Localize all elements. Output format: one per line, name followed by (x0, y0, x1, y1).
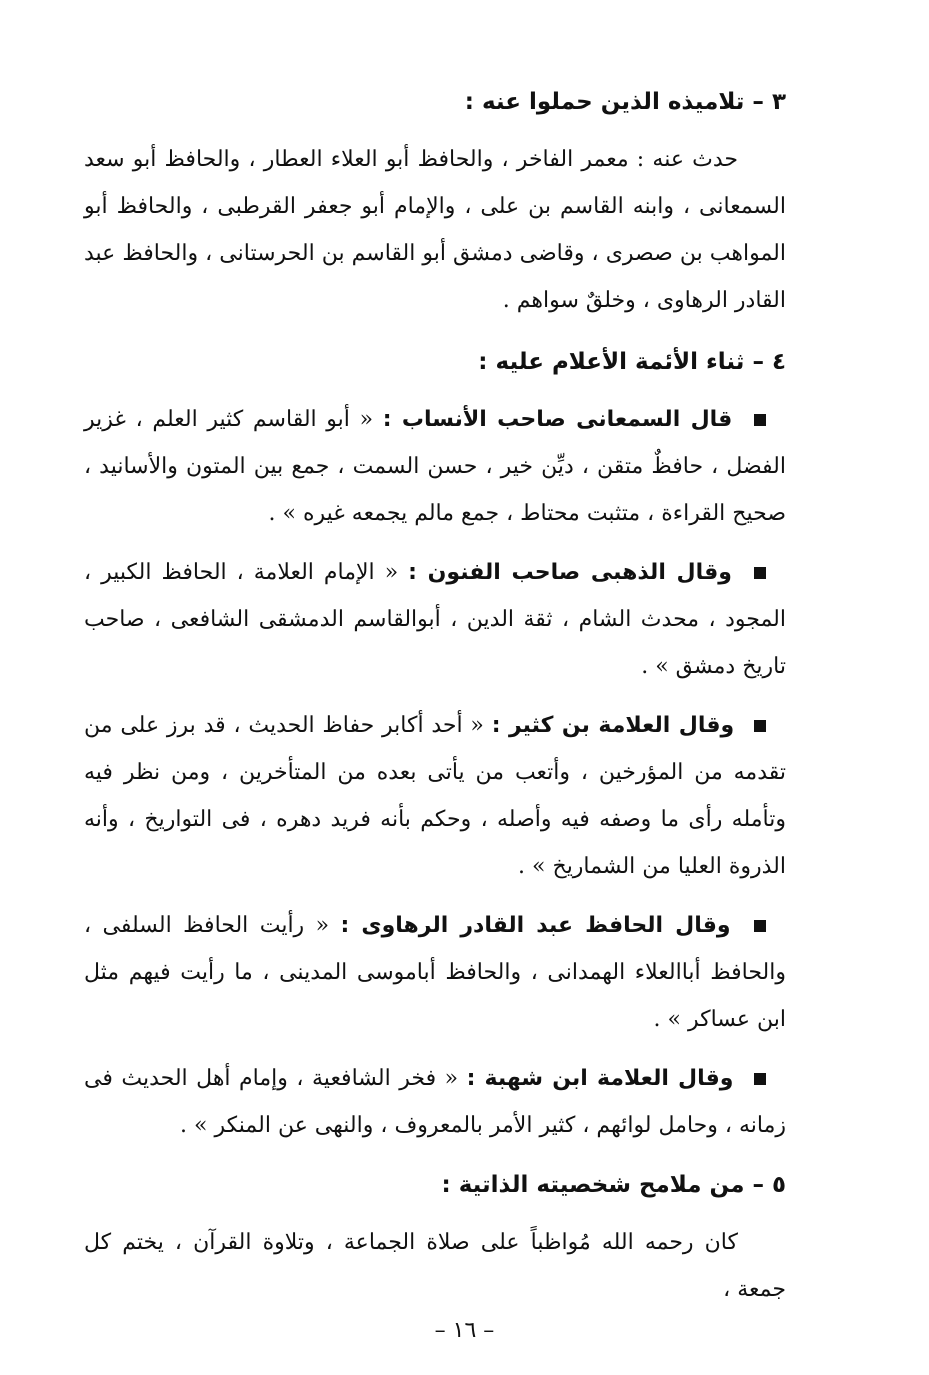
bullet-square-icon (754, 414, 766, 426)
page-number: – ١٦ – (434, 1318, 495, 1343)
quote-text: « أبو القاسم كثير العلم ، غزير الفضل ، حافظٌ متقن ، ديِّن خير ، حسن السمت ، جمع بين المتون والأسانيد ، صحيح القراءة ، متثبت محتاط ، جمع مالم يجمعه غيره » . (84, 407, 786, 526)
quote-lead: وقال العلامة ابن شهبة : (466, 1066, 734, 1091)
bullet-square-icon (754, 567, 766, 579)
quote-dhahabi (84, 549, 786, 690)
bullet-square-icon (754, 720, 766, 732)
page-body (84, 78, 786, 1327)
quote-text: « رأيت الحافظ السلفى ، والحافظ أباالعلاء الهمدانى ، والحافظ أباموسى المدينى ، ما رأيت فيهم مثل ابن عساكر » . (84, 913, 786, 1032)
quote-lead: وقال الحافظ عبد القادر الرهاوى : (340, 913, 731, 938)
section-3-paragraph: حدث عنه : معمر الفاخر ، والحافظ أبو العلاء العطار ، والحافظ أبو سعد السمعانى ، وابنه القاسم بن على ، والإمام أبو جعفر القرطبى ، والحافظ أبو المواهب بن صصرى ، وقاضى دمشق أبو القاسم بن الحرستانى ، والحافظ عبد القادر الرهاوى ، وخلقٌ سواهم . (84, 147, 786, 313)
quote-ibn-shuhba (84, 1055, 786, 1149)
quote-samani (84, 396, 786, 537)
quote-ibn-kathir (84, 702, 786, 890)
section-4-heading: ٤ – ثناء الأئمة الأعلام عليه : (478, 349, 786, 375)
quote-text: « أحد أكابر حفاظ الحديث ، قد برز على من تقدمه من المؤرخين ، وأتعب من يأتى بعده من المتأخرين ، ومن نظر فيه وتأمله رأى ما وصفه فيه وأصله ، وحكم بأنه فريد دهره ، فى التواريخ ، وأنه الذروة العليا من الشماريخ » . (84, 713, 786, 879)
quote-lead: وقال العلامة بن كثير : (491, 713, 735, 738)
section-3-heading: ٣ – تلاميذه الذين حملوا عنه : (464, 89, 786, 115)
quote-ruhawi (84, 902, 786, 1043)
bullet-square-icon (754, 920, 766, 932)
quote-text: « فخر الشافعية ، وإمام أهل الحديث فى زمانه ، وحامل لوائهم ، كثير الأمر بالمعروف ، والنهى عن المنكر » . (84, 1066, 786, 1138)
quote-lead: وقال الذهبى صاحب الفنون : (408, 560, 732, 585)
section-5-heading: ٥ – من ملامح شخصيته الذاتية : (441, 1172, 786, 1198)
section-5-paragraph: كان رحمه الله مُواظباً على صلاة الجماعة ، وتلاوة القرآن ، يختم كل جمعة ، (84, 1230, 786, 1302)
quote-text: « الإمام العلامة ، الحافظ الكبير ، المجود ، محدث الشام ، ثقة الدين ، أبوالقاسم الدمشقى الشافعى ، صاحب تاريخ دمشق » . (84, 560, 786, 679)
bullet-square-icon (754, 1073, 766, 1085)
quote-lead: قال السمعانى صاحب الأنساب : (382, 407, 733, 432)
